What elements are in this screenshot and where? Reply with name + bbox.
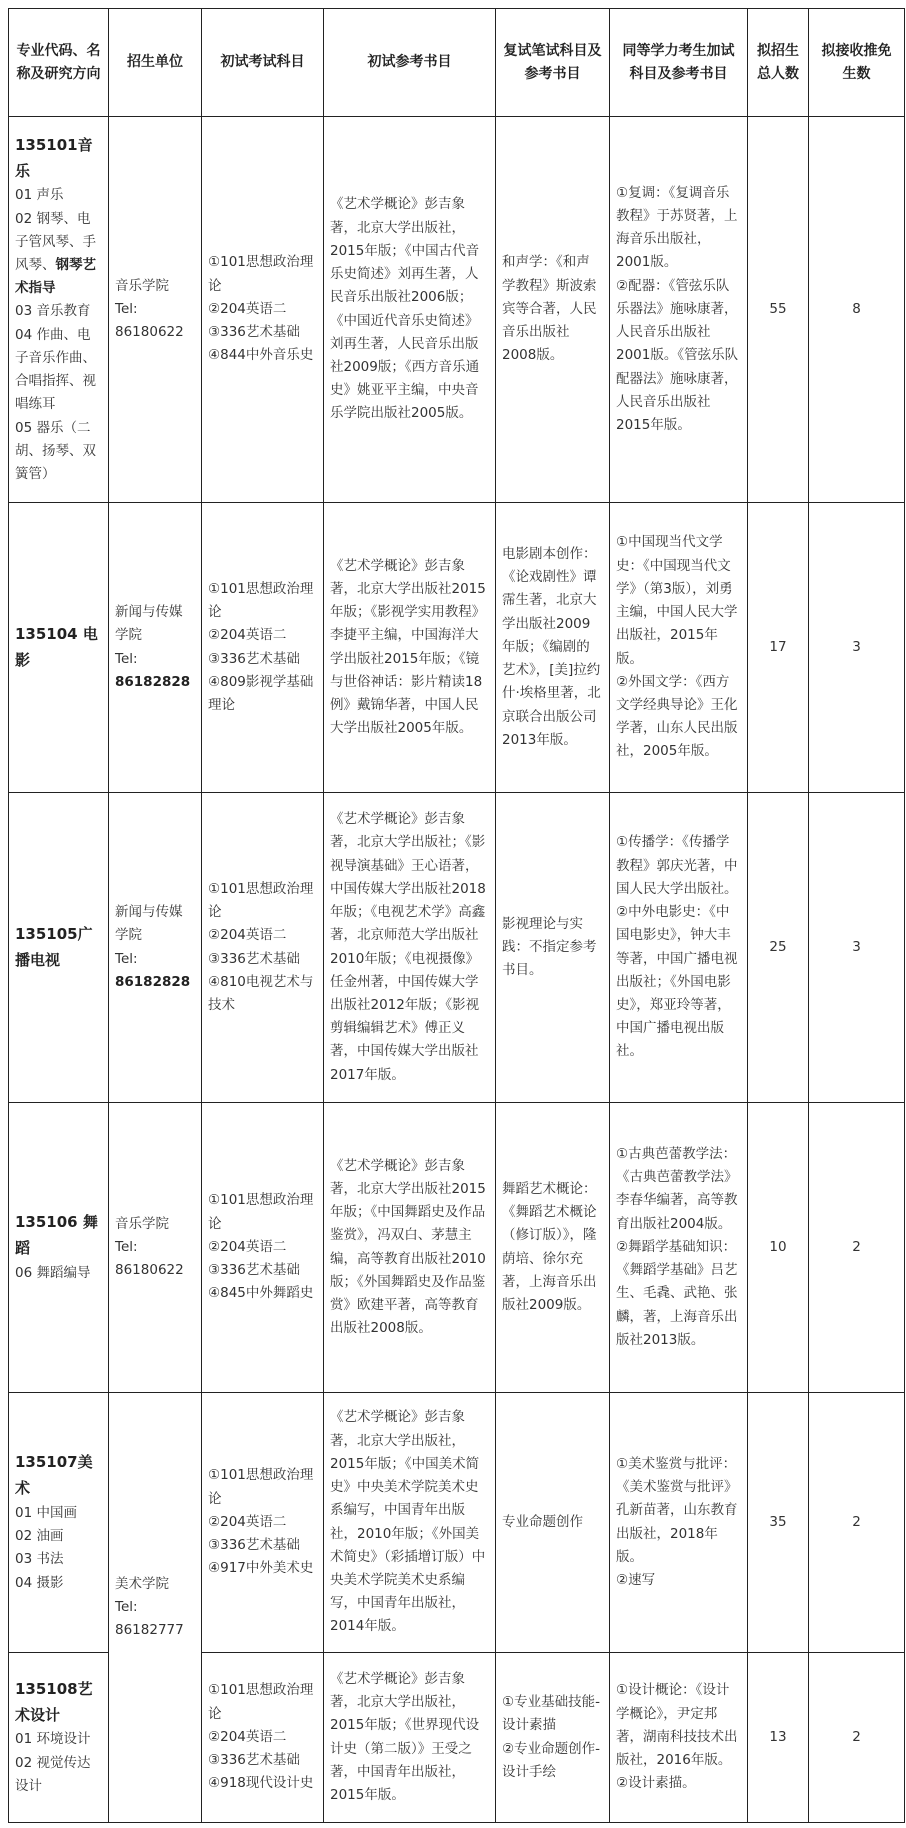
books-cell: 《艺术学概论》彭吉象著，北京大学出版社，2015年版；《世界现代设计史（第二版）》王受之著，中国青年出版社，2015年版。: [324, 1653, 496, 1823]
recommend-count: 2: [809, 1103, 905, 1393]
major-code: 135101音乐: [15, 135, 93, 180]
subject: ③336艺术基础: [208, 650, 300, 667]
direction: 05 器乐（二胡、扬琴、双簧管）: [15, 419, 96, 482]
direction: 02 视觉传达设计: [15, 1754, 91, 1794]
subject: ④844中外音乐史: [208, 347, 314, 364]
admissions-table: [8, 8, 905, 1823]
direction: 01 声乐: [15, 187, 64, 204]
header-row: [9, 9, 905, 117]
extra-item: ①古典芭蕾教学法：《古典芭蕾教学法》李春华编著，高等教育出版社2004版。: [616, 1146, 738, 1232]
tel-label: Tel:: [115, 950, 138, 967]
major-cell: [9, 1393, 109, 1653]
total-count: 55: [748, 117, 809, 503]
extra-item: ②配器：《管弦乐队乐器法》施咏康著，人民音乐出版社2001版。《管弦乐队配器法》施咏康著，人民音乐出版社2015年版。: [616, 277, 739, 433]
direction: 01 中国画: [15, 1504, 77, 1521]
direction: 02 钢琴、电子管风琴、手风琴、: [15, 210, 96, 274]
total-count: 13: [748, 1653, 809, 1823]
subject: ③336艺术基础: [208, 1752, 300, 1769]
subject: ③336艺术基础: [208, 324, 300, 341]
subject: ④845中外舞蹈史: [208, 1285, 314, 1302]
major-cell: [9, 793, 109, 1103]
tel-number: 86182828: [115, 673, 191, 690]
extra-cell: [610, 117, 748, 503]
tel-number: 86182828: [115, 973, 191, 990]
retest-cell: 影视理论与实践：不指定参考书目。: [496, 793, 610, 1103]
total-count: 35: [748, 1393, 809, 1653]
subject: ③336艺术基础: [208, 1537, 300, 1554]
retest-cell: 舞蹈艺术概论：《舞蹈艺术概论（修订版）》，隆荫培、徐尔充著，上海音乐出版社2009版。: [496, 1103, 610, 1393]
direction: 01 环境设计: [15, 1731, 91, 1748]
unit-cell: [109, 1103, 202, 1393]
unit-name: 新闻与传媒学院: [115, 904, 183, 944]
direction: 03 音乐教育: [15, 303, 91, 320]
subjects-cell: [202, 1103, 324, 1393]
major-cell: [9, 503, 109, 793]
tel-label: Tel:: [115, 650, 138, 667]
subject: ④809影视学基础理论: [208, 673, 314, 713]
recommend-count: 8: [809, 117, 905, 503]
subject: ④810电视艺术与技术: [208, 973, 314, 1013]
recommend-count: 3: [809, 793, 905, 1103]
retest-cell: 和声学：《和声学教程》斯波索宾等合著，人民音乐出版社2008版。: [496, 117, 610, 503]
subjects-cell: [202, 117, 324, 503]
subject: ①101思想政治理论: [208, 254, 314, 294]
major-cell: [9, 1103, 109, 1393]
tel-number: 86180622: [115, 1262, 184, 1279]
major-cell: [9, 117, 109, 503]
total-count: 10: [748, 1103, 809, 1393]
tel-label: Tel:: [115, 1238, 138, 1255]
subject: ②204英语二: [208, 1728, 287, 1745]
extra-item: ②速写: [616, 1571, 656, 1588]
tel-label: Tel:: [115, 300, 138, 317]
extra-item: ②中外电影史：《中国电影史》，钟大丰等著，中国广播电视出版社；《外国电影史》，郑亚玲等著，中国广播电视出版社。: [616, 904, 738, 1060]
direction: 钢琴艺术指导: [15, 257, 96, 297]
table-row: [9, 1393, 905, 1653]
extra-item: ②设计素描。: [616, 1775, 696, 1792]
extra-item: ②舞蹈学基础知识：《舞蹈学基础》吕艺生、毛毳、武艳、张麟，著，上海音乐出版社2013版。: [616, 1238, 738, 1348]
subject: ①101思想政治理论: [208, 1192, 314, 1232]
books-cell: 《艺术学概论》彭吉象著，北京大学出版社，2015年版；《中国美术简史》中央美术学院美术史系编写，中国青年出版社，2010年版；《外国美术简史》（彩插增订版）中央美术学院美术史系编写，中国青年出版社，2014年版。: [324, 1393, 496, 1653]
recommend-count: 2: [809, 1393, 905, 1653]
unit-name: 新闻与传媒学院: [115, 604, 183, 644]
subject: ①101思想政治理论: [208, 580, 314, 621]
subject: ②204英语二: [208, 1513, 287, 1530]
subjects-cell: [202, 1653, 324, 1823]
books-cell: 《艺术学概论》彭吉象著，北京大学出版社；《影视导演基础》王心语著，中国传媒大学出版社2018年版；《电视艺术学》高鑫著，北京师范大学出版社2010年版；《电视摄像》任金州著，中国传媒大学出版社2012年版；《影视剪辑编辑艺术》傅正义著，中国传媒大学出版社2017年版。: [324, 793, 496, 1103]
direction: 02 油画: [15, 1528, 64, 1545]
tel-number: 86182777: [115, 1622, 184, 1639]
books-cell: 《艺术学概论》彭吉象著，北京大学出版社2015年版；《中国舞蹈史及作品鉴赏》，冯双白、茅慧主编，高等教育出版社2010版；《外国舞蹈史及作品鉴赏》欧建平著，高等教育出版社2008版。: [324, 1103, 496, 1393]
header-unit: 招生单位: [109, 9, 202, 117]
header-exam-books: 初试参考书目: [324, 9, 496, 117]
unit-cell: [109, 503, 202, 793]
subject: ①101思想政治理论: [208, 1467, 314, 1507]
subjects-cell: [202, 503, 324, 793]
subject: ④918现代设计史: [208, 1775, 314, 1792]
unit-name: 美术学院: [115, 1575, 169, 1592]
subject: ②204英语二: [208, 627, 287, 644]
total-count: 17: [748, 503, 809, 793]
unit-cell: [109, 1393, 202, 1823]
extra-item: ①设计概论：《设计学概论》，尹定邦著，湖南科技技术出版社，2016年版。: [616, 1682, 738, 1769]
books-cell: 《艺术学概论》彭吉象著，北京大学出版社，2015年版；《中国古代音乐史简述》刘再生著，人民音乐出版社2006版；《中国近代音乐史简述》刘再生著，人民音乐出版社2009版；《西方音乐通史》姚亚平主编，中央音乐学院出版社2005版。: [324, 117, 496, 503]
retest-cell: 电影剧本创作：《论戏剧性》谭霈生著，北京大学出版社2009年版；《编剧的艺术》，[美]拉约什·埃格里著，北京联合出版公司2013年版。: [496, 503, 610, 793]
subjects-cell: [202, 1393, 324, 1653]
subject: ②204英语二: [208, 927, 287, 944]
direction: 04 摄影: [15, 1574, 64, 1591]
unit-name: 音乐学院: [115, 1215, 169, 1232]
direction: 03 书法: [15, 1551, 64, 1568]
header-extra: 同等学力考生加试科目及参考书目: [610, 9, 748, 117]
table-row: [9, 793, 905, 1103]
extra-item: ①中国现当代文学史：《中国现当代文学》（第3版），刘勇主编，中国人民大学出版社，2015年版。: [616, 534, 738, 667]
total-count: 25: [748, 793, 809, 1103]
extra-item: ①传播学：《传播学教程》郭庆光著，中国人民大学出版社。: [616, 834, 738, 897]
extra-cell: [610, 1103, 748, 1393]
header-total: 拟招生总人数: [748, 9, 809, 117]
subject: ④917中外美术史: [208, 1560, 314, 1577]
major-code: 135105广播电视: [15, 924, 93, 969]
table-row: [9, 117, 905, 503]
subjects-cell: [202, 793, 324, 1103]
header-recommend: 拟接收推免生数: [809, 9, 905, 117]
extra-cell: [610, 503, 748, 793]
extra-item: ①美术鉴赏与批评：《美术鉴赏与批评》孔新苗著，山东教育出版社，2018年版。: [616, 1455, 738, 1565]
unit-cell: [109, 793, 202, 1103]
retest-item: ①专业基础技能-设计素描: [502, 1694, 600, 1734]
subject: ③336艺术基础: [208, 950, 300, 967]
major-code: 135108艺术设计: [15, 1679, 93, 1724]
tel-label: Tel:: [115, 1598, 138, 1615]
subject: ②204英语二: [208, 300, 287, 317]
extra-cell: [610, 1393, 748, 1653]
direction: 06 舞蹈编导: [15, 1264, 91, 1281]
subject: ①101思想政治理论: [208, 1682, 314, 1722]
major-code: 135107美术: [15, 1453, 93, 1498]
tel-number: 86180622: [115, 324, 184, 341]
extra-item: ②外国文学：《西方文学经典导论》王化学著，山东人民出版社，2005年版。: [616, 673, 738, 760]
header-retest: 复试笔试科目及参考书目: [496, 9, 610, 117]
books-cell: 《艺术学概论》彭吉象著，北京大学出版社2015年版；《影视学实用教程》李捷平主编，中国海洋大学出版社2015年版；《镜与世俗神话：影片精读18例》戴锦华著，中国人民大学出版社2005年版。: [324, 503, 496, 793]
table-row: [9, 503, 905, 793]
major-code: 135104 电影: [15, 624, 98, 669]
subject: ②204英语二: [208, 1238, 287, 1255]
recommend-count: 2: [809, 1653, 905, 1823]
header-exam-subjects: 初试考试科目: [202, 9, 324, 117]
extra-cell: [610, 1653, 748, 1823]
header-major: 专业代码、名称及研究方向: [9, 9, 109, 117]
table-row: [9, 1103, 905, 1393]
direction: 04 作曲、电子音乐作曲、合唱指挥、视唱练耳: [15, 326, 96, 413]
subject: ③336艺术基础: [208, 1262, 300, 1279]
retest-cell: [496, 1653, 610, 1823]
retest-item: ②专业命题创作-设计手绘: [502, 1740, 600, 1780]
unit-name: 音乐学院: [115, 277, 169, 294]
unit-cell: [109, 117, 202, 503]
subject: ①101思想政治理论: [208, 880, 314, 921]
extra-cell: [610, 793, 748, 1103]
major-code: 135106 舞蹈: [15, 1213, 98, 1257]
extra-item: ①复调：《复调音乐教程》于苏贤著，上海音乐出版社，2001版。: [616, 184, 738, 271]
retest-cell: 专业命题创作: [496, 1393, 610, 1653]
major-cell: [9, 1653, 109, 1823]
recommend-count: 3: [809, 503, 905, 793]
